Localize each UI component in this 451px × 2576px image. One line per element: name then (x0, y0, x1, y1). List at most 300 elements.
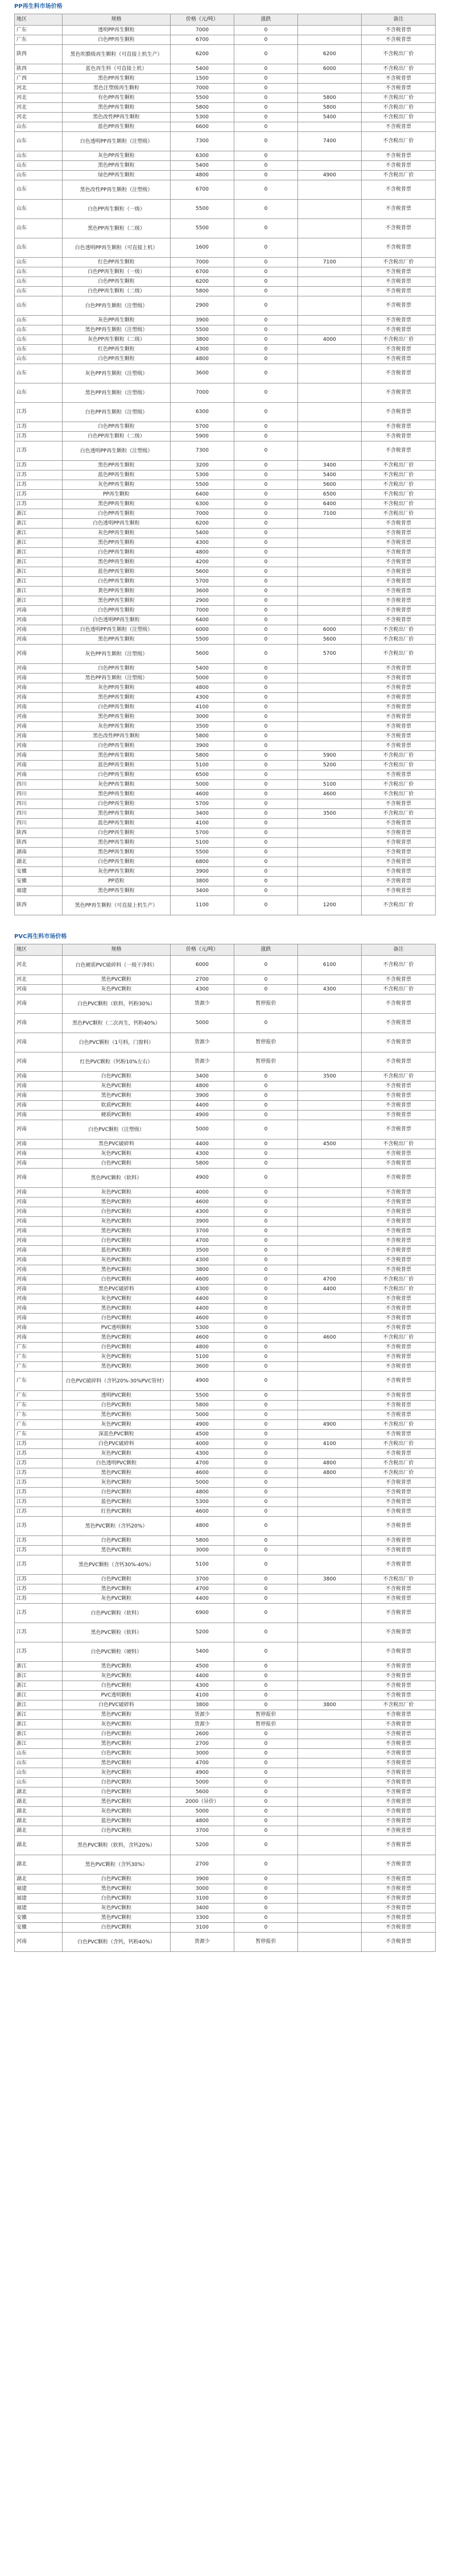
cell-spec: 灰色PP再生颗粒 (63, 780, 171, 790)
cell-price: 3100 (171, 1923, 234, 1933)
cell-extra (298, 84, 362, 93)
cell-region: 陕西 (15, 896, 63, 915)
cell-change: 0 (234, 1140, 298, 1149)
cell-spec: 黑色PP再生颗粒（可直接上机生产） (63, 896, 171, 915)
cell-region: 河南 (15, 1091, 63, 1101)
cell-change: 暂停报价 (234, 1710, 298, 1720)
table-row (15, 1323, 436, 1333)
cell-change: 0 (234, 1449, 298, 1459)
cell-extra (298, 267, 362, 277)
cell-change: 0 (234, 103, 298, 113)
cell-spec: 透明PVC颗粒 (63, 1391, 171, 1401)
cell-extra (298, 161, 362, 171)
cell-note: 不含税普票 (362, 1884, 436, 1894)
cell-change: 0 (234, 1691, 298, 1700)
cell-note: 不含税普票 (362, 1855, 436, 1875)
cell-change: 0 (234, 703, 298, 712)
cell-note: 不含税普票 (362, 1594, 436, 1604)
cell-change: 0 (234, 848, 298, 857)
cell-extra (298, 1855, 362, 1875)
cell-change: 0 (234, 499, 298, 509)
cell-change: 0 (234, 1913, 298, 1923)
cell-extra (298, 1488, 362, 1497)
cell-change: 0 (234, 1894, 298, 1904)
cell-note: 不含税出厂价 (362, 625, 436, 635)
cell-spec: 白色PVC破碎料 (63, 1700, 171, 1710)
cell-price: 6000 (171, 625, 234, 635)
cell-change: 0 (234, 1584, 298, 1594)
cell-change: 0 (234, 1352, 298, 1362)
cell-region: 江苏 (15, 403, 63, 422)
cell-note: 不含税出厂价 (362, 258, 436, 267)
cell-change: 0 (234, 674, 298, 683)
cell-note: 不含税普票 (362, 1314, 436, 1323)
cell-note: 不含税普票 (362, 1778, 436, 1787)
cell-change: 0 (234, 1662, 298, 1671)
cell-spec: 蓝色PVC颗粒 (63, 1817, 171, 1826)
cell-price: 5800 (171, 1401, 234, 1410)
cell-spec: 灰色PP再生颗粒 (63, 480, 171, 490)
cell-region: 山东 (15, 132, 63, 151)
cell-change: 0 (234, 1401, 298, 1410)
table-row (15, 1604, 436, 1623)
cell-change: 0 (234, 1729, 298, 1739)
cell-region: 浙江 (15, 1662, 63, 1671)
cell-extra: 7400 (298, 132, 362, 151)
cell-price: 4300 (171, 1207, 234, 1217)
cell-region: 山东 (15, 258, 63, 267)
cell-spec: 白色PVC颗粒 (63, 1275, 171, 1285)
cell-price: 货源少 (171, 994, 234, 1014)
cell-spec: 灰色PVC颗粒 (63, 1420, 171, 1430)
cell-note: 不含税普票 (362, 277, 436, 287)
cell-spec: 白色PVC颗粒 (63, 1314, 171, 1323)
cell-extra: 3800 (298, 1700, 362, 1710)
table-row (15, 1362, 436, 1372)
cell-extra (298, 35, 362, 45)
cell-price: 7000 (171, 258, 234, 267)
cell-extra (298, 1729, 362, 1739)
cell-change: 0 (234, 364, 298, 383)
cell-region: 河南 (15, 1323, 63, 1333)
cell-note: 不含税普票 (362, 325, 436, 335)
cell-spec: 黑色PVC颗粒 (63, 1091, 171, 1101)
table-row (15, 1584, 436, 1594)
cell-extra (298, 316, 362, 325)
cell-note: 不含税出厂价 (362, 1700, 436, 1710)
cell-change: 0 (234, 383, 298, 403)
cell-price: 5600 (171, 645, 234, 664)
cell-extra (298, 1884, 362, 1894)
cell-spec: PP再生颗粒 (63, 490, 171, 499)
cell-note: 不含税普票 (362, 1149, 436, 1159)
table-row (15, 1691, 436, 1700)
table-row (15, 1555, 436, 1575)
cell-extra (298, 1642, 362, 1662)
cell-region: 山东 (15, 383, 63, 403)
table-row (15, 161, 436, 171)
cell-spec: 黑色PVC颗粒 (63, 1758, 171, 1768)
cell-price: 1600 (171, 238, 234, 258)
cell-spec: 黑色PVC颗粒 (63, 1265, 171, 1275)
cell-spec: 白色PP再生颗粒 (63, 35, 171, 45)
cell-region: 江苏 (15, 1478, 63, 1488)
cell-change: 0 (234, 819, 298, 828)
cell-spec: 白色PVC颗粒 (63, 1749, 171, 1758)
cell-region: 江苏 (15, 1642, 63, 1662)
cell-spec: 黑色PP再生颗粒 (63, 558, 171, 567)
cell-region: 江苏 (15, 490, 63, 499)
cell-price: 5500 (171, 325, 234, 335)
cell-note: 不含税普票 (362, 1787, 436, 1797)
table-row (15, 26, 436, 35)
cell-price: 5500 (171, 480, 234, 490)
cell-extra (298, 1217, 362, 1227)
cell-price: 5000 (171, 674, 234, 683)
cell-change: 0 (234, 1072, 298, 1081)
table-row (15, 1913, 436, 1923)
table-row (15, 1169, 436, 1188)
cell-price: 4800 (171, 548, 234, 558)
cell-note: 不含税普票 (362, 1159, 436, 1169)
cell-extra (298, 1246, 362, 1256)
cell-change: 0 (234, 732, 298, 741)
cell-spec: 白色PVC颗粒 (63, 1159, 171, 1169)
cell-extra: 5400 (298, 470, 362, 480)
cell-extra (298, 1623, 362, 1642)
cell-spec: 灰色PVC颗粒 (63, 1149, 171, 1159)
table-row (15, 1507, 436, 1517)
cell-region: 浙江 (15, 1720, 63, 1729)
cell-spec: 灰色PP再生颗粒 (63, 151, 171, 161)
cell-price: 5300 (171, 470, 234, 480)
cell-spec: 绿色PP再生颗粒 (63, 171, 171, 180)
cell-extra (298, 1671, 362, 1681)
cell-note: 不含税普票 (362, 857, 436, 867)
cell-note: 不含税普票 (362, 1923, 436, 1933)
table-row (15, 103, 436, 113)
cell-region: 浙江 (15, 1681, 63, 1691)
table-row (15, 722, 436, 732)
cell-extra (298, 1352, 362, 1362)
cell-extra (298, 1923, 362, 1933)
cell-extra (298, 1323, 362, 1333)
cell-extra: 6200 (298, 45, 362, 64)
cell-note: 不含税普票 (362, 1797, 436, 1807)
cell-note: 不含税普票 (362, 664, 436, 674)
report-body (14, 0, 435, 1952)
cell-spec: 白色PVC颗粒 (63, 1207, 171, 1217)
cell-region: 浙江 (15, 548, 63, 558)
cell-extra (298, 1778, 362, 1787)
cell-price: 4800 (171, 1488, 234, 1497)
cell-change: 0 (234, 490, 298, 499)
cell-price: 7000 (171, 509, 234, 519)
table-row (15, 1101, 436, 1111)
cell-extra (298, 732, 362, 741)
cell-spec: 白色PP再生颗粒 (63, 703, 171, 712)
cell-price: 5800 (171, 1536, 234, 1546)
cell-price: 4100 (171, 703, 234, 712)
table-row (15, 219, 436, 238)
cell-change: 0 (234, 35, 298, 45)
cell-region: 河北 (15, 956, 63, 975)
cell-spec: 灰色PP再生颗粒 (63, 867, 171, 877)
cell-region: 江苏 (15, 1604, 63, 1623)
cell-extra (298, 441, 362, 461)
cell-extra (298, 1797, 362, 1807)
cell-price: 5200 (171, 1836, 234, 1855)
cell-extra (298, 277, 362, 287)
cell-region: 江苏 (15, 432, 63, 441)
cell-spec: 白色PP再生颗粒 (63, 770, 171, 780)
cell-region: 广东 (15, 26, 63, 35)
cell-region: 河南 (15, 606, 63, 616)
cell-spec: 深蓝色PVC颗粒 (63, 1430, 171, 1439)
cell-note: 不含税普票 (362, 383, 436, 403)
cell-spec: 白色PVC颗粒 (63, 1575, 171, 1584)
table-row (15, 741, 436, 751)
table-row (15, 1140, 436, 1149)
cell-spec: 黑色改性PP再生颗粒（注塑级） (63, 180, 171, 200)
cell-note: 不含税普票 (362, 722, 436, 732)
cell-region: 河南 (15, 1101, 63, 1111)
column-header: 规格 (63, 14, 171, 26)
cell-spec: 白色PVC颗粒 (63, 1488, 171, 1497)
cell-note: 不含税普票 (362, 548, 436, 558)
cell-spec: 白色PP再生颗粒 (63, 741, 171, 751)
cell-change: 0 (234, 616, 298, 625)
cell-price: 4800 (171, 1343, 234, 1352)
cell-spec: 白色PVC颗粒 (63, 1787, 171, 1797)
cell-note: 不含税普票 (362, 403, 436, 422)
cell-change: 0 (234, 335, 298, 345)
cell-region: 山东 (15, 1778, 63, 1787)
cell-region: 浙江 (15, 558, 63, 567)
cell-note: 不含税普票 (362, 819, 436, 828)
cell-extra (298, 1507, 362, 1517)
cell-spec: 灰色PP再生颗粒 (63, 529, 171, 538)
cell-spec: 黑色PVC颗粒 (63, 975, 171, 985)
cell-change: 0 (234, 1091, 298, 1101)
cell-region: 山东 (15, 325, 63, 335)
cell-change: 0 (234, 296, 298, 316)
cell-region: 河南 (15, 1169, 63, 1188)
cell-region: 广东 (15, 1430, 63, 1439)
cell-region: 河南 (15, 1227, 63, 1236)
table-row (15, 1014, 436, 1033)
cell-extra (298, 1875, 362, 1884)
cell-region: 福建 (15, 1884, 63, 1894)
cell-extra (298, 1081, 362, 1091)
cell-region: 山东 (15, 180, 63, 200)
cell-price: 4700 (171, 1236, 234, 1246)
table-row (15, 519, 436, 529)
table-row (15, 1778, 436, 1787)
cell-spec: 灰色PP再生颗粒（注塑级） (63, 645, 171, 664)
cell-note: 不含税普票 (362, 1294, 436, 1304)
cell-change: 0 (234, 1265, 298, 1275)
cell-extra (298, 587, 362, 596)
cell-region: 浙江 (15, 1739, 63, 1749)
cell-price: 4500 (171, 1662, 234, 1671)
table-row (15, 1304, 436, 1314)
cell-region: 福建 (15, 1894, 63, 1904)
cell-region: 江苏 (15, 1507, 63, 1517)
cell-spec: 白色PP再生颗粒（注塑级） (63, 296, 171, 316)
cell-note: 不含税普票 (362, 1323, 436, 1333)
cell-change: 0 (234, 519, 298, 529)
cell-note: 不含税普票 (362, 1169, 436, 1188)
cell-note: 不含税出厂价 (362, 480, 436, 490)
cell-spec: 黑色PP再生颗粒 (63, 809, 171, 819)
cell-region: 江苏 (15, 1439, 63, 1449)
cell-note: 不含税普票 (362, 1101, 436, 1111)
cell-price: 3400 (171, 886, 234, 896)
cell-price: 4700 (171, 1758, 234, 1768)
cell-spec: 黑色注塑级再生颗粒 (63, 84, 171, 93)
cell-note: 不含税普票 (362, 577, 436, 587)
cell-price: 7300 (171, 441, 234, 461)
cell-spec: 黑色PP再生颗粒（二级） (63, 219, 171, 238)
cell-extra (298, 1710, 362, 1720)
cell-spec: 黑色PVC颗粒 (63, 1227, 171, 1236)
cell-price: 6800 (171, 857, 234, 867)
cell-extra (298, 828, 362, 838)
cell-spec: 白色PVC破碎料（含钙20%-30%PVC管材） (63, 1372, 171, 1391)
cell-note: 不含税出厂价 (362, 45, 436, 64)
column-header: 涨跌 (234, 14, 298, 26)
table-row (15, 1430, 436, 1439)
cell-note: 不含税普票 (362, 1710, 436, 1720)
cell-extra (298, 345, 362, 354)
cell-note: 不含税普票 (362, 1555, 436, 1575)
cell-region: 浙江 (15, 567, 63, 577)
cell-price: 4300 (171, 1681, 234, 1691)
cell-note: 不含税普票 (362, 1681, 436, 1691)
cell-extra (298, 432, 362, 441)
table-row (15, 1459, 436, 1468)
cell-spec: 黑色PP再生颗粒 (63, 461, 171, 470)
cell-region: 湖北 (15, 1787, 63, 1797)
column-header: 价格（元/吨） (171, 14, 234, 26)
cell-change: 0 (234, 84, 298, 93)
cell-note: 不含税普票 (362, 838, 436, 848)
table-row (15, 287, 436, 296)
cell-region: 山东 (15, 267, 63, 277)
cell-spec: 黑色吹膜级再生颗粒（可直接上机生产） (63, 45, 171, 64)
cell-spec: 灰色PVC颗粒 (63, 1904, 171, 1913)
cell-spec: 灰色PVC颗粒 (63, 1720, 171, 1729)
table-row (15, 712, 436, 722)
cell-change: 0 (234, 1855, 298, 1875)
cell-spec: 白色PP再生颗粒 (63, 577, 171, 587)
cell-note: 不含税出厂价 (362, 1275, 436, 1285)
cell-extra (298, 848, 362, 857)
cell-note: 不含税出厂价 (362, 113, 436, 122)
cell-extra (298, 1826, 362, 1836)
cell-region: 河南 (15, 1246, 63, 1256)
table-row (15, 751, 436, 761)
cell-spec: 灰色PVC颗粒 (63, 1188, 171, 1198)
cell-price: 4400 (171, 1304, 234, 1314)
cell-region: 山东 (15, 200, 63, 219)
section-pp (14, 0, 435, 915)
cell-region: 浙江 (15, 1729, 63, 1739)
cell-note: 不含税普票 (362, 1739, 436, 1749)
cell-extra (298, 799, 362, 809)
table-row (15, 848, 436, 857)
cell-extra: 5100 (298, 780, 362, 790)
cell-region: 河南 (15, 1159, 63, 1169)
table-row (15, 499, 436, 509)
cell-change: 0 (234, 171, 298, 180)
cell-price: 5700 (171, 422, 234, 432)
table-row (15, 956, 436, 975)
cell-price: 5800 (171, 103, 234, 113)
cell-change: 0 (234, 461, 298, 470)
cell-change: 0 (234, 780, 298, 790)
cell-spec: 黑色PP再生颗粒 (63, 499, 171, 509)
cell-region: 河南 (15, 1198, 63, 1207)
cell-extra (298, 422, 362, 432)
cell-change: 0 (234, 1575, 298, 1584)
cell-extra (298, 151, 362, 161)
table-row (15, 258, 436, 267)
cell-note: 不含税普票 (362, 1362, 436, 1372)
cell-extra (298, 1391, 362, 1401)
cell-price: 4300 (171, 1285, 234, 1294)
cell-price: 4800 (171, 354, 234, 364)
cell-price: 5800 (171, 751, 234, 761)
cell-change: 暂停报价 (234, 1052, 298, 1072)
cell-change: 0 (234, 1198, 298, 1207)
cell-change: 0 (234, 1149, 298, 1159)
cell-price: 4400 (171, 1671, 234, 1681)
cell-extra: 5600 (298, 480, 362, 490)
cell-spec: 白色PVC颗粒 (63, 1923, 171, 1933)
cell-extra (298, 238, 362, 258)
cell-extra (298, 1691, 362, 1700)
table-row (15, 1159, 436, 1169)
cell-note: 不含税普票 (362, 287, 436, 296)
table-row (15, 1933, 436, 1952)
table-row (15, 1343, 436, 1352)
cell-region: 河北 (15, 93, 63, 103)
cell-change: 0 (234, 403, 298, 422)
cell-price: 5000 (171, 1807, 234, 1817)
cell-extra (298, 287, 362, 296)
cell-region: 河南 (15, 1207, 63, 1217)
cell-change: 0 (234, 180, 298, 200)
table-row (15, 422, 436, 432)
cell-change: 0 (234, 1459, 298, 1468)
cell-price: 5100 (171, 838, 234, 848)
cell-note: 不含税普票 (362, 683, 436, 693)
cell-price: 3600 (171, 1362, 234, 1372)
table-row (15, 1439, 436, 1449)
cell-change: 0 (234, 1362, 298, 1372)
cell-note: 不含税出厂价 (362, 1333, 436, 1343)
cell-price: 6400 (171, 616, 234, 625)
cell-extra (298, 1343, 362, 1352)
table-row (15, 1217, 436, 1227)
table-row (15, 625, 436, 635)
cell-region: 河南 (15, 645, 63, 664)
cell-price: 5800 (171, 287, 234, 296)
cell-change: 0 (234, 975, 298, 985)
cell-extra (298, 1768, 362, 1778)
